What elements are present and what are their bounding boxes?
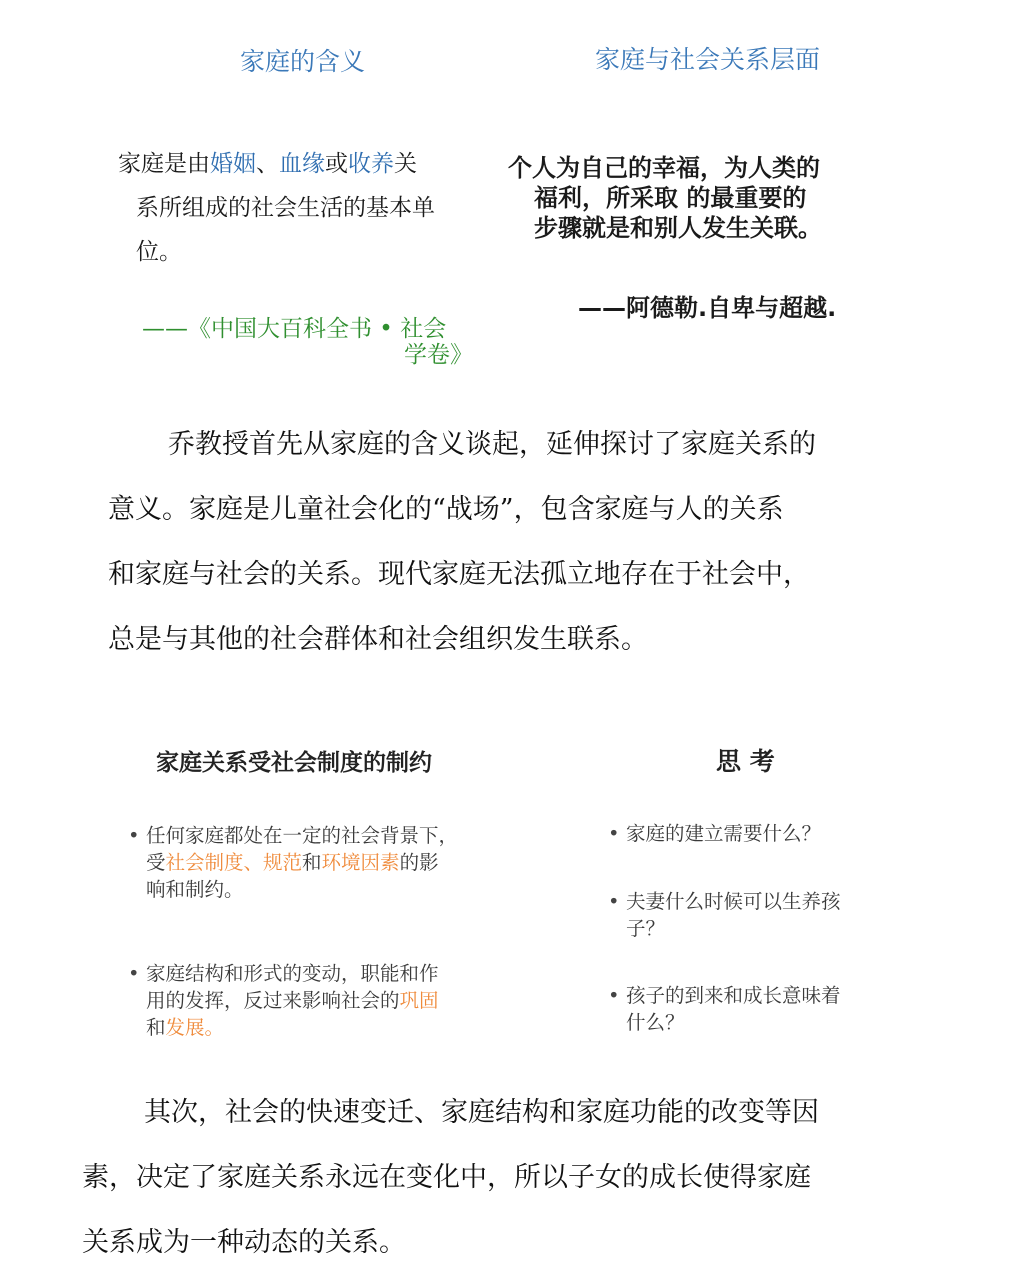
highlight-social-system: 社会制度、规范 [165,851,303,874]
bullet-social-background: • 任何家庭都处在一定的社会背景下， 受社会制度、规范和环境因素的影 响和制约。 [128,824,459,901]
question-2: • 夫妻什么时候可以生养孩 子？ [608,890,841,940]
bullet-icon: • [608,890,620,913]
definition-line-3: 位。 [136,239,182,265]
highlight-consolidation: 巩固 [399,989,439,1012]
bullet-icon: • [128,824,140,847]
slide-title-thinking: 思 考 [716,747,775,776]
quote-author: ——阿德勒.自卑与超越. [578,294,837,322]
question-3: • 孩子的到来和成长意味着 什么？ [608,984,841,1034]
slide-image-family-meaning [100,20,920,380]
adler-quote: 个人为自己的幸福，为人类的 福利，所采取 的最重要的 步骤就是和别人发生关联。 [508,154,822,242]
highlight-environment: 环境因素 [321,851,400,874]
question-1: • 家庭的建立需要什么？ [608,822,822,845]
body-paragraph-2: 其次，社会的快速变迁、家庭结构和家庭功能的改变等因 素，决定了家庭关系永远在变化中，所以子女的成长使得家庭 关系成为一种动态的关系。 [82,1097,819,1258]
definition-line-2: 系所组成的社会生活的基本单 [136,195,435,221]
slide-title-family-meaning: 家庭的含义 [240,47,366,76]
keyword-adoption: 收养 [348,151,394,177]
bullet-icon: • [608,822,620,845]
keyword-marriage: 婚姻 [210,151,256,177]
bullet-icon: • [608,984,620,1007]
definition-line-1: 家庭是由婚姻、血缘或收养关 [118,151,417,177]
slide-image-social-constraints [100,720,920,1060]
family-definition [118,142,488,274]
definition-source: ——《中国大百科全书 • 社会 学卷》 [142,316,473,368]
keyword-blood: 血缘 [279,151,325,177]
highlight-development: 发展。 [165,1016,225,1039]
slide-title-family-society: 家庭与社会关系层面 [595,45,821,74]
bullet-icon: • [128,962,140,985]
bullet-family-structure: • 家庭结构和形式的变动，职能和作 用的发挥，反过来影响社会的巩固 和发展。 [128,962,439,1039]
body-paragraph-1: 乔教授首先从家庭的含义谈起，延伸探讨了家庭关系的 意义。家庭是儿童社会化的“战场”，包含家庭与人的关系 和家庭与社会的关系。现代家庭无法孤立地存在于社会中， 总是与其他的社会群体和社会组织发生联系。 [108,429,816,655]
slide-title-social-constraint: 家庭关系受社会制度的制约 [156,750,432,776]
